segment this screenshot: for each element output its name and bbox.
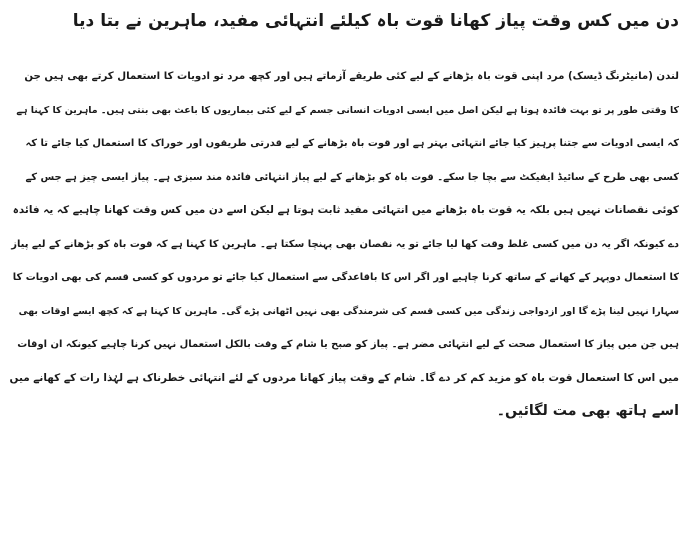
article-line: سہارا نہیں لینا پڑے گا اور ازدواجی زندگی میں کسی قسم کی شرمندگی بھی نہیں اٹھانی پڑے گی۔ ماہرین کا کہنا ہے کہ کچھ ایسے اوقات بھی bbox=[18, 305, 679, 317]
article-line: اسے ہاتھ بھی مت لگائیں۔ bbox=[496, 403, 679, 419]
article-line: کوئی نقصانات نہیں ہیں بلکہ یہ قوت باہ بڑھانے میں انتہائی مفید ثابت ہوتا ہے لیکن اسے دن میں کس وقت کھانا چاہیے کہ یہ فائدہ bbox=[12, 204, 679, 216]
article-line: کا استعمال دوپہر کے کھانے کے ساتھ کرنا چاہیے اور اگر اس کا باقاعدگی سے استعمال کیا جائے تو مردوں کو کسی قسم کی بھی ادویات کا bbox=[12, 272, 679, 283]
article-line: ہیں جن میں پیاز کا استعمال صحت کے لیے انتہائی مضر ہے۔ پیاز کو صبح یا شام کے وقت بالکل استعمال نہیں کرنا چاہیے کیونکہ ان اوقات bbox=[17, 339, 679, 350]
article-line: کہ ایسی ادویات سے جتنا پرہیز کیا جائے انتہائی بہتر ہے اور قوت باہ بڑھانے کے لیے قدرتی طریقوں اور خوراک کا استعمال کیا جائے تا کہ bbox=[25, 138, 679, 149]
article-body bbox=[10, 60, 679, 429]
article-line: میں اس کا استعمال قوت باہ کو مزید کم کر دے گا۔ شام کے وقت پیاز کھانا مردوں کے لئے انتہائی خطرناک ہے لہٰذا رات کے کھانے میں bbox=[10, 371, 679, 384]
article-line: لندن (مانیٹرنگ ڈیسک) مرد اپنی قوت باہ بڑھانے کے لیے کئی طریقے آزماتے ہیں اور کچھ مرد تو ادویات کا استعمال کرتے بھی ہیں جن bbox=[24, 71, 679, 82]
article-line: دے کیونکہ اگر یہ دن میں کسی غلط وقت کھا لیا جائے تو یہ نقصان بھی پہنچا سکتا ہے۔ ماہرین کا کہنا ہے کہ قوت باہ کو بڑھانے کے لیے پیاز bbox=[11, 238, 679, 250]
article-line: کسی بھی طرح کے سائیڈ ایفیکٹ سے بچا جا سکے۔ قوت باہ کو بڑھانے کے لیے پیاز انتہائی فائدہ مند سبزی ہے۔ پیاز ایسی چیز ہے جس کے bbox=[25, 171, 679, 183]
article-headline: دن میں کس وقت پیاز کھانا قوت باہ کیلئے انتہائی مفید، ماہرین نے بتا دیا bbox=[72, 11, 679, 31]
article-line: کا وقتی طور پر تو بہت فائدہ ہوتا ہے لیکن اصل میں ایسی ادویات انسانی جسم کے لیے کئی بیماریوں کا باعث بھی بنتی ہیں۔ ماہرین کا کہنا ہے bbox=[16, 104, 679, 116]
